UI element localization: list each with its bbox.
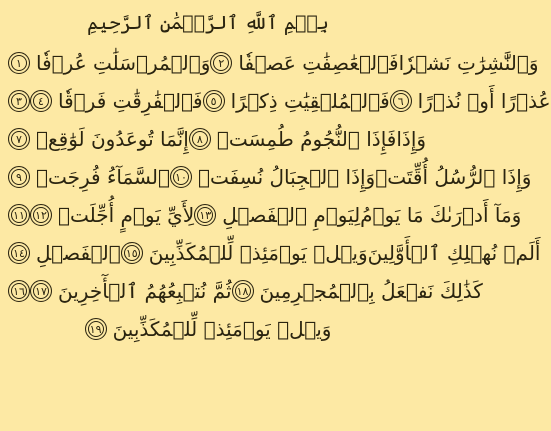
verse-text: لِيَوۡمِ ٱلۡفَصۡلِ <box>222 203 361 227</box>
verse-line <box>8 120 427 158</box>
verse-segment <box>85 317 332 341</box>
verse-number-marker: ١٩ <box>85 318 107 340</box>
verse-text: وَمَآ أَدۡرَىٰكَ مَا يَوۡمُ <box>360 203 522 227</box>
verse-number-marker: ١ <box>8 52 30 74</box>
verse-number-marker: ١٤ <box>8 242 30 264</box>
verse-text: وَيۡلٞ يَوۡمَئِذٖ لِّلۡمُكَذِّبِينَ <box>112 317 332 341</box>
verse-number-marker: ١٧ <box>30 280 52 302</box>
verse-number-marker: ٩ <box>8 166 30 188</box>
verse-segment <box>8 241 121 265</box>
verse-text: لِأَيِّ يَوۡمٍ أُجِّلَتۡ <box>58 203 195 227</box>
basmala: بِسۡمِ ٱللَّهِ ٱلرَّحۡمَٰنِ ٱلرَّحِيمِ <box>87 12 329 34</box>
verse-text: فَإِذَا ٱلنُّجُومُ طُمِسَتۡ <box>216 127 397 151</box>
verse-segment <box>368 241 541 265</box>
verse-segment <box>8 204 30 226</box>
verse-segment <box>121 241 368 265</box>
verse-line <box>8 44 539 82</box>
verse-segment <box>232 279 483 303</box>
verse-segment <box>396 127 426 151</box>
verse-segment <box>8 280 30 302</box>
verse-segment <box>189 127 397 151</box>
verse-line <box>8 196 522 234</box>
verse-text: عُذۡرًا أَوۡ نُذۡرًا <box>417 89 551 113</box>
verse-line <box>8 272 483 310</box>
verse-segment <box>194 203 360 227</box>
verse-segment <box>210 51 398 75</box>
verse-text: فَٱلۡعَٰصِفَٰتِ عَصۡفٗا <box>238 51 399 75</box>
verse-text: ثُمَّ نُتۡبِعُهُمُ ٱلۡأٓخِرِينَ <box>58 279 232 303</box>
verse-text: أَلَمۡ نُهۡلِكِ ٱلۡأَوَّلِينَ <box>367 241 541 265</box>
verse-segment <box>30 89 203 113</box>
verse-number-marker: ١١ <box>8 204 30 226</box>
verse-text: وَإِذَا ٱلۡجِبَالُ نُسِفَتۡ <box>197 165 376 189</box>
verse-segment <box>8 90 30 112</box>
verse-line <box>8 158 532 196</box>
verse-segment <box>203 89 390 113</box>
verse-text: ٱلسَّمَآءُ فُرِجَتۡ <box>36 165 170 189</box>
verse-text: إِنَّمَا تُوعَدُونَ لَوَٰقِعٞ <box>36 127 189 151</box>
verse-segment <box>30 279 232 303</box>
verse-number-marker: ١٢ <box>30 204 52 226</box>
verse-number-marker: ٦ <box>390 90 412 112</box>
verse-line <box>8 82 551 120</box>
verse-number-marker: ٥ <box>203 90 225 112</box>
verse-segment <box>375 165 531 189</box>
verse-text: وَٱلۡمُرۡسَلَٰتِ عُرۡفٗا <box>36 51 211 75</box>
verse-number-marker: ١٣ <box>194 204 216 226</box>
verse-number-marker: ٧ <box>8 128 30 150</box>
verse-text: ٱلۡفَصۡلِ <box>36 241 121 265</box>
verse-text: كَذَٰلِكَ نَفۡعَلُ بِٱلۡمُجۡرِمِينَ <box>259 279 483 303</box>
verse-number-marker: ٢ <box>210 52 232 74</box>
verse-text: وَيۡلٞ يَوۡمَئِذٖ لِّلۡمُكَذِّبِينَ <box>148 241 368 265</box>
verse-segment <box>8 165 170 189</box>
verse-segment <box>390 89 551 113</box>
verse-number-marker: ٤ <box>30 90 52 112</box>
verse-number-marker: ٨ <box>189 128 211 150</box>
verse-line <box>8 310 408 348</box>
verse-segment <box>399 51 539 75</box>
verse-text: وَإِذَا ٱلرُّسُلُ أُقِّتَتۡ <box>375 165 532 189</box>
verse-text: وَٱلنَّٰشِرَٰتِ نَشۡرٗا <box>398 51 539 75</box>
verse-number-marker: ١٠ <box>170 166 192 188</box>
verse-number-marker: ١٥ <box>121 242 143 264</box>
verse-text: فَٱلۡمُلۡقِيَٰتِ ذِكۡرًا <box>230 89 390 113</box>
verse-lines <box>8 44 551 348</box>
verse-text: وَإِذَا <box>396 127 427 151</box>
verse-number-marker: ١٦ <box>8 280 30 302</box>
verse-number-marker: ١٨ <box>232 280 254 302</box>
verse-segment <box>30 203 194 227</box>
verse-segment <box>8 127 189 151</box>
verse-text: فَٱلۡفَٰرِقَٰتِ فَرۡقٗا <box>58 89 203 113</box>
verse-number-marker: ٣ <box>8 90 30 112</box>
verse-segment <box>170 165 375 189</box>
verse-line <box>8 234 541 272</box>
verse-segment <box>8 51 210 75</box>
verse-segment <box>360 203 521 227</box>
